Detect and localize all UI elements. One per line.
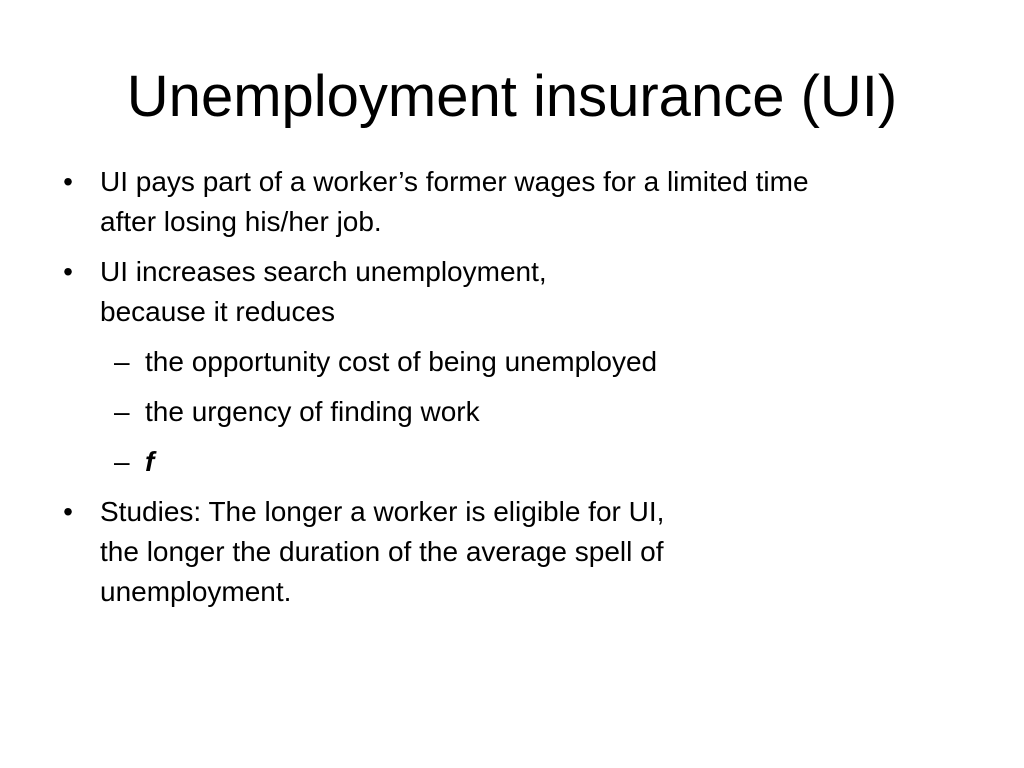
bullet-2-line-1: UI increases search unemployment,	[100, 256, 547, 287]
bullet-marker: •	[63, 496, 73, 527]
bullet-2-line-2: because it reduces	[100, 296, 336, 327]
dash-marker: –	[114, 446, 130, 477]
sub-item-1	[100, 342, 998, 382]
bullet-3-line-3: unemployment.	[100, 576, 292, 607]
bullet-marker: •	[63, 166, 73, 197]
sub-item-1-text: the opportunity cost of being unemployed	[145, 346, 658, 377]
bullet-3-line-2: the longer the duration of the average spell of	[100, 536, 664, 567]
bullet-1-line-2: after losing his/her job.	[100, 206, 382, 237]
bullet-1-line-1: UI pays part of a worker’s former wages for a limited time	[100, 166, 809, 197]
bullet-marker: •	[63, 256, 73, 287]
dash-marker: –	[114, 396, 130, 427]
sub-item-2	[100, 392, 998, 432]
bullet-item-2	[58, 252, 998, 482]
slide-title: Unemployment insurance (UI)	[126, 64, 898, 129]
sub-item-2-text: the urgency of finding work	[145, 396, 480, 427]
dash-marker: –	[114, 346, 130, 377]
bullet-item-3	[58, 492, 998, 612]
sub-list	[100, 342, 998, 482]
bullet-3-line-1: Studies: The longer a worker is eligible for UI,	[100, 496, 665, 527]
bullet-item-1	[58, 162, 998, 242]
sub-item-3	[100, 442, 998, 482]
slide-body	[58, 162, 998, 612]
sub-item-3-text: f	[145, 446, 155, 477]
